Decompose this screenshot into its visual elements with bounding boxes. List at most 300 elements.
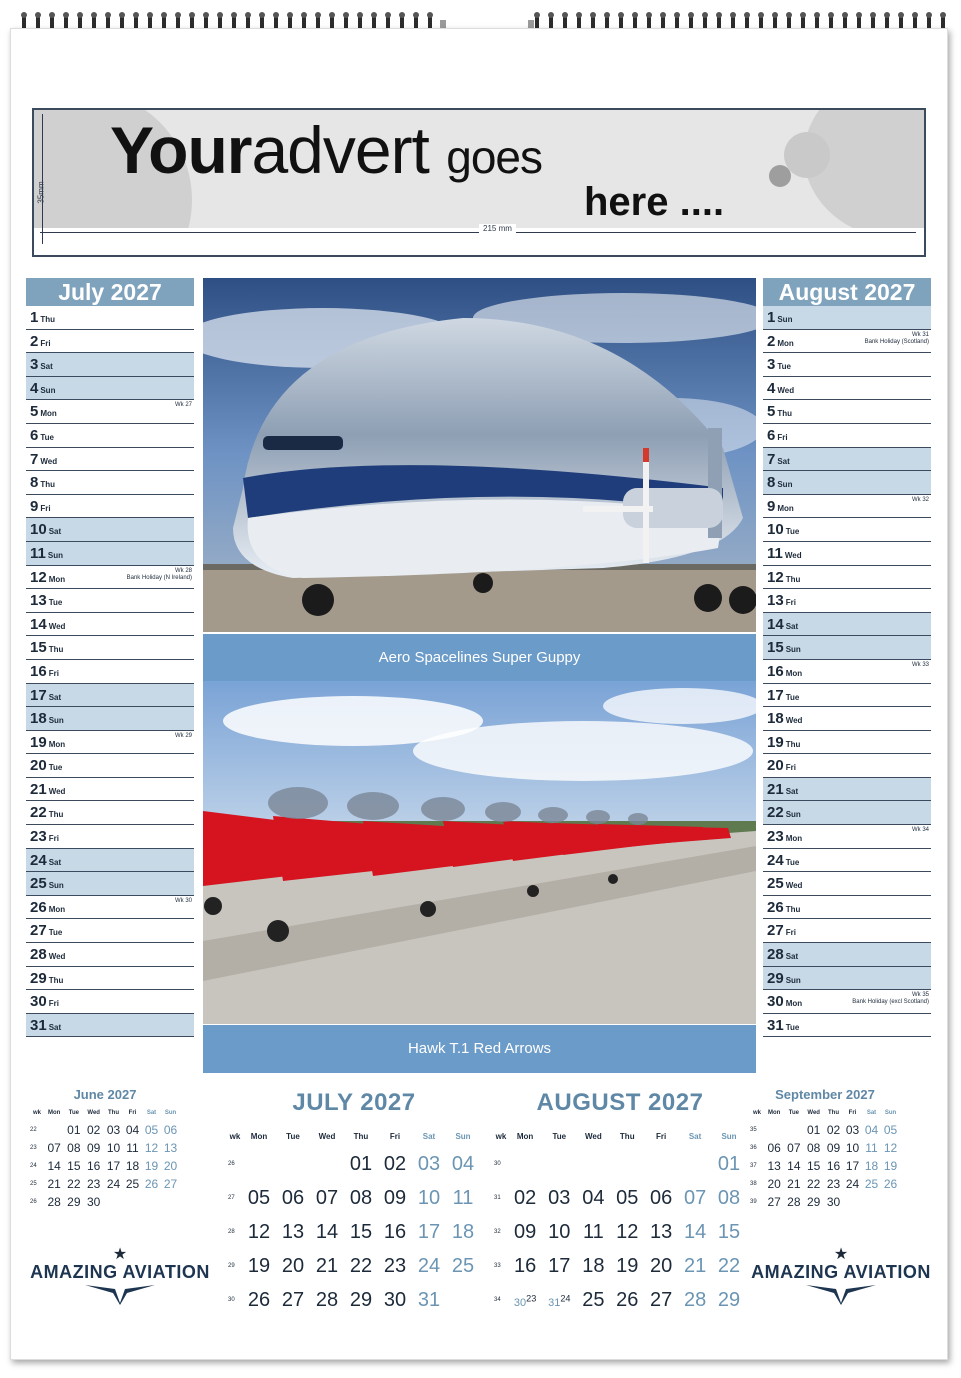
day-number: 8 Thu	[30, 474, 56, 492]
day-number: 21 Sat	[767, 780, 799, 798]
day-weekday: Fri	[40, 338, 51, 348]
date-cell: 28	[787, 1195, 801, 1209]
date-cell: 06	[281, 1186, 305, 1209]
height-dimension-label: 35mm	[36, 181, 46, 204]
date-cell: 31	[417, 1288, 441, 1311]
date-cell: 09	[826, 1141, 841, 1155]
date-cell: 28	[47, 1195, 61, 1209]
advert-word-goes: goes	[446, 131, 542, 183]
day-number: 7 Wed	[30, 450, 58, 468]
day-number: 4 Wed	[767, 379, 795, 397]
date-cell: 02	[513, 1186, 537, 1209]
day-row	[26, 566, 194, 590]
day-row	[763, 849, 931, 873]
mini-june-grid	[30, 1105, 180, 1211]
day-row	[763, 589, 931, 613]
day-weekday: Mon	[785, 999, 803, 1009]
date-cell: 16	[826, 1159, 841, 1173]
day-weekday: Sat	[777, 456, 790, 466]
day-number: 16 Mon	[767, 662, 803, 680]
weekday-header: Wed	[87, 1110, 100, 1116]
date-cell: 28	[315, 1288, 339, 1311]
day-row	[763, 754, 931, 778]
day-row	[763, 448, 931, 472]
date-cell: 23	[383, 1254, 407, 1277]
date-cell: 07	[47, 1141, 61, 1155]
day-row	[763, 542, 931, 566]
day-number: 28 Sat	[767, 946, 799, 964]
mini-june-title: June 2027	[73, 1087, 137, 1102]
date-cell: 16	[87, 1159, 101, 1173]
day-note: Wk 32	[911, 496, 929, 503]
weekday-header: Thu	[828, 1110, 840, 1116]
date-cell: 24	[417, 1254, 441, 1277]
day-weekday: Sun	[785, 645, 801, 655]
date-cell: 09	[87, 1141, 101, 1155]
day-number: 30 Fri	[30, 993, 59, 1011]
day-row	[26, 731, 194, 755]
day-weekday: Wed	[48, 952, 66, 962]
week-row	[30, 1139, 180, 1157]
day-number: 9 Fri	[30, 497, 51, 515]
weekday-header: Sat	[422, 1131, 436, 1141]
day-weekday: Sat	[785, 786, 799, 796]
width-dimension-label: 215 mm	[479, 224, 516, 233]
day-row	[26, 377, 194, 401]
day-row	[763, 636, 931, 660]
day-weekday: Sun	[777, 315, 793, 324]
day-weekday: Mon	[48, 574, 66, 584]
weekday-header: Wed	[584, 1131, 602, 1141]
day-number: 31 Sat	[30, 1016, 62, 1034]
day-note: Wk 31 Bank Holiday (Scotland)	[864, 331, 929, 345]
date-cell: 02	[87, 1123, 101, 1137]
day-row	[26, 684, 194, 708]
august-column-title: August 2027	[763, 278, 931, 306]
date-cell: 16	[513, 1254, 537, 1277]
day-row	[763, 424, 931, 448]
day-number: 24 Sat	[30, 851, 62, 869]
date-cell: 27	[650, 1288, 673, 1311]
date-cell: 26	[616, 1288, 639, 1311]
day-row	[763, 1014, 931, 1038]
day-row	[763, 801, 931, 825]
big-august-title: AUGUST 2027	[536, 1089, 704, 1116]
star-icon: ★	[833, 1246, 849, 1263]
weekday-header: Sat	[688, 1131, 702, 1141]
day-number: 26 Mon	[30, 898, 66, 916]
day-row	[763, 613, 931, 637]
date-cell: 07	[683, 1186, 707, 1209]
date-cell: 01	[717, 1152, 741, 1175]
date-cell: 15	[349, 1220, 373, 1243]
day-weekday: Sat	[48, 527, 62, 537]
weekday-header: Wed	[318, 1131, 336, 1141]
day-weekday: Mon	[777, 503, 794, 513]
weekday-header: wk	[752, 1110, 761, 1116]
amazing-aviation-logo-right	[751, 1248, 931, 1310]
day-weekday: Mon	[785, 668, 803, 678]
red-arrows-photo	[203, 681, 756, 1024]
day-row	[26, 353, 194, 377]
day-note: Wk 33	[911, 661, 929, 668]
week-number: 29	[228, 1263, 235, 1269]
weekday-header: wk	[32, 1110, 41, 1116]
week-number: 33	[494, 1263, 501, 1269]
date-cell: 26	[144, 1177, 159, 1191]
week-number: 30	[228, 1297, 235, 1303]
week-number: 26	[30, 1199, 37, 1205]
day-number: 18 Sun	[30, 710, 64, 728]
day-weekday: Fri	[48, 999, 59, 1009]
date-cell: 12	[883, 1141, 898, 1155]
date-cell: 23	[826, 1177, 841, 1191]
day-row	[26, 872, 194, 896]
day-number: 26 Thu	[767, 898, 801, 916]
date-cell: 15	[807, 1159, 821, 1173]
day-number: 8 Sun	[767, 474, 793, 492]
date-cell: 14	[47, 1159, 61, 1173]
date-overflow: 30	[513, 1296, 527, 1309]
day-note: Wk 34	[911, 827, 929, 834]
logo-text: AMAZING AVIATION	[751, 1262, 931, 1282]
day-weekday: Thu	[40, 480, 56, 490]
week-row	[30, 1175, 180, 1193]
day-row	[26, 330, 194, 354]
date-cell: 05	[616, 1186, 639, 1209]
day-weekday: Fri	[48, 834, 59, 844]
day-weekday: Tue	[785, 692, 800, 702]
week-row	[228, 1249, 480, 1283]
date-cell: 08	[67, 1141, 81, 1155]
date-cell: 13	[281, 1220, 305, 1243]
day-weekday: Tue	[785, 1022, 800, 1032]
day-row	[26, 589, 194, 613]
date-cell: 11	[452, 1186, 474, 1209]
advert-word-advert: advert	[251, 113, 429, 187]
weekday-header: Mon	[48, 1110, 61, 1116]
date-cell: 21	[47, 1177, 61, 1191]
day-number: 30 Mon	[767, 993, 803, 1011]
day-weekday: Tue	[48, 763, 63, 773]
date-cell: 10	[106, 1141, 121, 1155]
date-cell: 22	[67, 1177, 81, 1191]
day-weekday: Sat	[40, 362, 53, 372]
weekday-header: Sun	[884, 1110, 897, 1116]
weekday-header: Tue	[552, 1131, 567, 1141]
advert-word-here: here ....	[584, 180, 725, 224]
day-row	[26, 707, 194, 731]
date-cell	[678, 1147, 712, 1181]
date-cell: 17	[106, 1159, 121, 1173]
date-overflow: 24	[560, 1292, 571, 1303]
day-number: 28 Wed	[30, 946, 66, 964]
weekday-header: Fri	[848, 1110, 857, 1116]
day-row	[763, 990, 931, 1014]
week-number: 34	[494, 1297, 501, 1303]
day-weekday: Fri	[785, 598, 796, 608]
day-weekday: Tue	[48, 928, 63, 938]
day-weekday: Thu	[48, 975, 64, 985]
date-cell	[276, 1147, 310, 1181]
day-number: 22 Sun	[767, 804, 801, 822]
date-cell: 13	[163, 1141, 178, 1155]
date-cell: 07	[787, 1141, 801, 1155]
day-row	[26, 967, 194, 991]
day-weekday: Thu	[777, 409, 793, 419]
day-weekday: Tue	[785, 527, 800, 537]
day-row	[26, 400, 194, 424]
week-row	[228, 1181, 480, 1215]
day-number: 20 Tue	[30, 757, 63, 775]
date-cell: 05	[247, 1186, 271, 1209]
day-row	[26, 849, 194, 873]
day-row	[26, 896, 194, 920]
date-cell: 08	[807, 1141, 821, 1155]
day-number: 12 Mon	[30, 568, 66, 586]
day-number: 2 Fri	[30, 332, 51, 350]
day-row	[26, 990, 194, 1014]
day-row	[763, 967, 931, 991]
week-row	[494, 1215, 746, 1249]
weekday-header: Sun	[164, 1110, 177, 1116]
day-number: 31 Tue	[767, 1016, 800, 1034]
date-cell: 22	[807, 1177, 821, 1191]
date-cell: 05	[144, 1123, 159, 1137]
day-row	[763, 778, 931, 802]
amazing-aviation-logo-left	[30, 1248, 210, 1310]
day-weekday: Thu	[785, 739, 801, 749]
date-cell: 22	[717, 1254, 741, 1277]
week-row	[750, 1175, 900, 1193]
week-number: 35	[750, 1127, 757, 1133]
date-cell	[446, 1283, 480, 1317]
day-weekday: Wed	[48, 621, 66, 631]
day-number: 11 Wed	[767, 544, 802, 562]
wings-icon	[806, 1283, 876, 1305]
day-row	[26, 518, 194, 542]
day-number: 11 Sun	[30, 544, 63, 562]
week-row	[30, 1193, 180, 1211]
week-number: 30	[494, 1161, 501, 1167]
week-number: 25	[30, 1181, 37, 1187]
date-cell: 23	[87, 1177, 101, 1191]
date-cell: 30	[87, 1195, 101, 1209]
day-weekday: Mon	[48, 739, 66, 749]
day-row	[763, 943, 931, 967]
day-weekday: Thu	[785, 904, 801, 914]
date-cell: 17	[845, 1159, 860, 1173]
weekday-header: Fri	[656, 1131, 667, 1141]
day-weekday: Mon	[40, 409, 57, 419]
date-cell	[508, 1147, 542, 1181]
day-note: Wk 35 Bank Holiday (excl Scotland)	[852, 992, 929, 1006]
day-weekday: Sun	[47, 550, 63, 560]
day-row	[763, 471, 931, 495]
week-number: 32	[494, 1229, 501, 1235]
weekday-header: Tue	[788, 1110, 799, 1116]
date-cell: 18	[125, 1159, 140, 1173]
date-cell: 20	[767, 1177, 781, 1191]
day-number: 2 Mon	[767, 332, 794, 350]
date-cell	[542, 1283, 576, 1317]
height-dimension-line	[42, 114, 43, 244]
date-cell: 06	[650, 1186, 673, 1209]
day-number: 13 Fri	[767, 592, 796, 610]
advert-headline	[110, 112, 542, 188]
day-number: 6 Fri	[767, 426, 788, 444]
date-cell	[44, 1121, 64, 1139]
date-cell: 11	[582, 1220, 604, 1243]
day-row	[26, 825, 194, 849]
week-row	[750, 1121, 900, 1139]
weekday-header: Sun	[455, 1131, 471, 1141]
date-cell: 18	[582, 1254, 605, 1277]
week-number: 22	[30, 1127, 37, 1133]
date-cell: 01	[67, 1123, 81, 1137]
day-weekday: Sat	[785, 952, 799, 962]
big-august-grid	[494, 1125, 746, 1317]
date-cell: 20	[163, 1159, 178, 1173]
date-cell: 12	[144, 1141, 159, 1155]
date-cell: 25	[582, 1288, 605, 1311]
day-weekday: Thu	[48, 810, 64, 820]
day-number: 5 Thu	[767, 403, 793, 421]
advert-word-your: Your	[110, 113, 252, 187]
july-column-title: July 2027	[26, 278, 194, 306]
day-weekday: Fri	[48, 668, 59, 678]
day-row	[26, 448, 194, 472]
day-weekday: Sat	[785, 621, 799, 631]
date-cell: 02	[826, 1123, 841, 1137]
day-number: 17 Sat	[30, 686, 62, 704]
day-weekday: Sat	[48, 692, 62, 702]
weekday-header: Thu	[353, 1131, 369, 1141]
date-cell	[644, 1147, 678, 1181]
week-row	[494, 1147, 746, 1181]
day-note: Wk 28 Bank Holiday (N Ireland)	[126, 567, 192, 581]
date-cell: 16	[383, 1220, 407, 1243]
week-number: 28	[228, 1229, 235, 1235]
day-row	[763, 660, 931, 684]
weekday-header: Thu	[108, 1110, 120, 1116]
date-cell	[610, 1147, 644, 1181]
day-row	[763, 495, 931, 519]
date-cell: 04	[451, 1152, 475, 1175]
day-number: 7 Sat	[767, 450, 790, 468]
advert-box	[32, 108, 926, 257]
day-weekday: Sun	[48, 881, 64, 891]
date-cell: 30	[826, 1195, 841, 1209]
day-number: 15 Thu	[30, 639, 64, 657]
super-guppy-illustration	[203, 278, 756, 632]
logo-text: AMAZING AVIATION	[30, 1262, 210, 1282]
day-note: Wk 29	[174, 732, 192, 739]
date-cell: 29	[349, 1288, 373, 1311]
date-cell: 14	[787, 1159, 801, 1173]
day-row	[26, 306, 194, 330]
week-row	[494, 1283, 746, 1317]
date-cell: 13	[767, 1159, 781, 1173]
day-weekday: Thu	[48, 645, 64, 655]
mini-calendar-june	[30, 1087, 180, 1211]
day-row	[26, 919, 194, 943]
date-cell: 30	[383, 1288, 407, 1311]
date-cell: 21	[315, 1254, 339, 1277]
star-icon: ★	[112, 1246, 128, 1263]
date-cell: 24	[106, 1177, 121, 1191]
date-cell: 17	[548, 1254, 571, 1277]
day-weekday: Sun	[785, 810, 801, 820]
date-cell: 24	[845, 1177, 860, 1191]
day-row	[763, 330, 931, 354]
date-cell: 27	[281, 1288, 305, 1311]
day-row	[26, 613, 194, 637]
date-cell: 10	[417, 1186, 441, 1209]
day-number: 23 Fri	[30, 828, 59, 846]
date-cell: 22	[349, 1254, 373, 1277]
date-cell: 15	[717, 1220, 741, 1243]
date-cell: 09	[383, 1186, 407, 1209]
day-number: 9 Mon	[767, 497, 794, 515]
date-cell: 27	[163, 1177, 178, 1191]
date-cell: 08	[717, 1186, 741, 1209]
day-weekday: Sat	[48, 857, 62, 867]
day-number: 20 Fri	[767, 757, 796, 775]
day-row	[763, 306, 931, 330]
date-cell: 07	[315, 1186, 339, 1209]
day-row	[26, 495, 194, 519]
date-cell	[764, 1121, 784, 1139]
date-cell	[242, 1147, 276, 1181]
day-row	[763, 400, 931, 424]
big-calendar-august	[494, 1089, 746, 1317]
day-row	[26, 660, 194, 684]
big-july-title: JULY 2027	[292, 1089, 416, 1116]
day-row	[26, 754, 194, 778]
date-cell: 29	[807, 1195, 821, 1209]
weekday-header: Mon	[768, 1110, 781, 1116]
day-row	[763, 707, 931, 731]
date-cell: 03	[106, 1123, 121, 1137]
day-row	[26, 636, 194, 660]
week-number: 39	[750, 1199, 757, 1205]
day-number: 29 Sun	[767, 969, 801, 987]
date-cell: 21	[683, 1254, 707, 1277]
date-cell	[881, 1193, 900, 1211]
date-cell: 20	[281, 1254, 305, 1277]
week-row	[494, 1249, 746, 1283]
day-number: 3 Tue	[767, 356, 791, 374]
date-cell: 05	[883, 1123, 898, 1137]
weekday-header: wk	[495, 1131, 507, 1141]
week-number: 26	[228, 1161, 235, 1167]
day-number: 21 Wed	[30, 780, 66, 798]
date-cell: 18	[451, 1220, 475, 1243]
day-number: 10 Tue	[767, 521, 800, 539]
date-cell: 13	[650, 1220, 673, 1243]
weekday-header: wk	[229, 1131, 241, 1141]
day-weekday: Fri	[785, 763, 796, 773]
day-row	[26, 424, 194, 448]
date-cell	[843, 1193, 862, 1211]
day-weekday: Fri	[777, 432, 788, 442]
day-number: 27 Fri	[767, 922, 796, 940]
day-weekday: Sun	[40, 385, 56, 395]
week-number: 37	[750, 1163, 757, 1169]
weekday-header: Wed	[807, 1110, 820, 1116]
date-cell: 04	[125, 1123, 140, 1137]
